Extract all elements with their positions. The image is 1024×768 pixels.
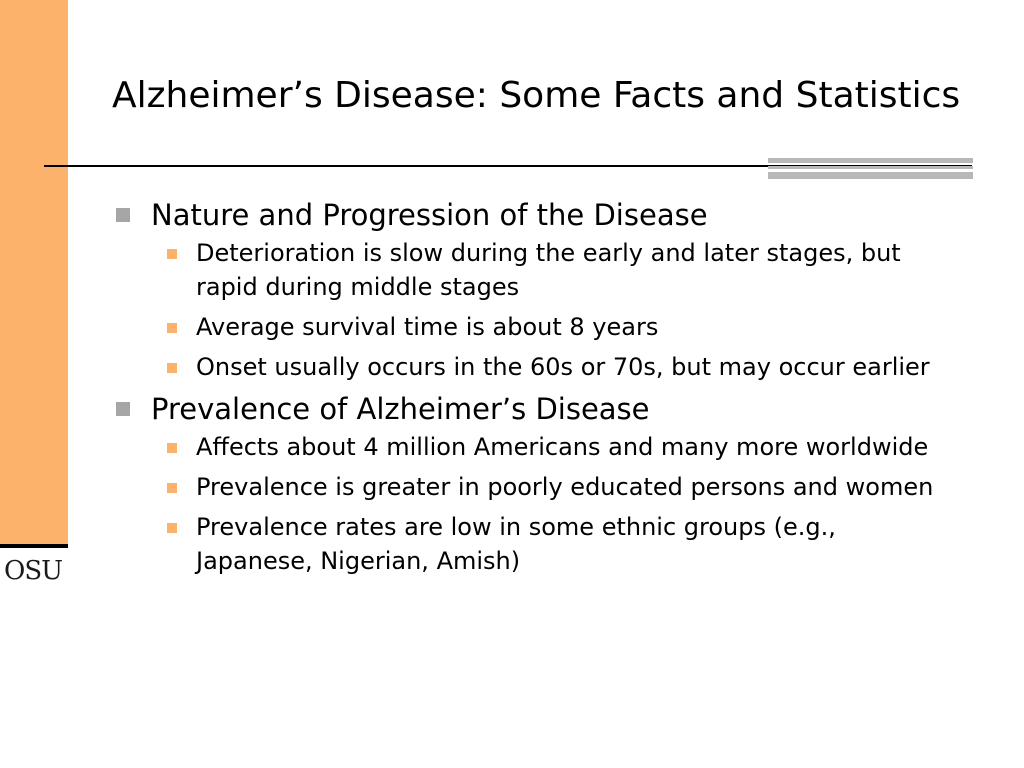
list-item-text: Average survival time is about 8 years [196, 313, 659, 341]
list-item [112, 350, 956, 384]
bullet-list [112, 196, 982, 584]
title-accent-bands [768, 158, 973, 179]
side-bar-rule [0, 544, 68, 548]
accent-band-top [768, 158, 973, 163]
section-heading [112, 196, 982, 234]
section-heading-text: Prevalence of Alzheimer’s Disease [151, 392, 650, 426]
square-bullet-icon [167, 323, 177, 333]
list-item [112, 310, 956, 344]
section-prevalence [112, 390, 982, 578]
accent-band-middle [768, 166, 973, 169]
square-bullet-icon [167, 249, 177, 259]
list-item [112, 470, 956, 504]
square-bullet-icon [167, 483, 177, 493]
section-heading [112, 390, 982, 428]
list-item-text: Prevalence is greater in poorly educated persons and women [196, 473, 934, 501]
slide-title: Alzheimer’s Disease: Some Facts and Statistics [112, 75, 961, 116]
square-bullet-icon [167, 363, 177, 373]
sub-list [112, 236, 982, 384]
list-item [112, 236, 956, 304]
list-item-text: Affects about 4 million Americans and many more worldwide [196, 433, 929, 461]
list-item-text: Prevalence rates are low in some ethnic groups (e.g., Japanese, Nigerian, Amish) [196, 513, 836, 575]
square-bullet-icon [116, 208, 130, 222]
side-bar [0, 0, 68, 548]
list-item-text: Onset usually occurs in the 60s or 70s, but may occur earlier [196, 353, 930, 381]
list-item [112, 430, 956, 464]
list-item-text: Deterioration is slow during the early and later stages, but rapid during middle stages [196, 239, 901, 301]
sub-list [112, 430, 982, 578]
square-bullet-icon [167, 443, 177, 453]
square-bullet-icon [167, 523, 177, 533]
square-bullet-icon [116, 402, 130, 416]
section-nature-progression [112, 196, 982, 384]
osu-logo: OSU [4, 556, 63, 586]
list-item [112, 510, 956, 578]
section-heading-text: Nature and Progression of the Disease [151, 198, 708, 232]
accent-band-bottom [768, 172, 973, 179]
